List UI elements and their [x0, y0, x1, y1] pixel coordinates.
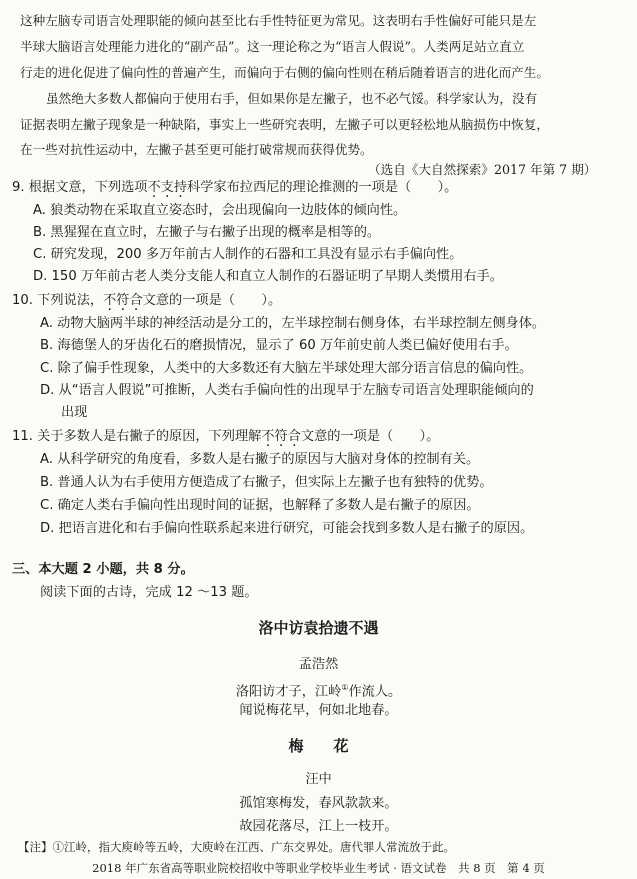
page-footer: 2018 年广东省高等职业院校招收中等职业学校毕业生考试 · 语文试卷 共 8 页 第 4 页	[92, 861, 545, 875]
question-9-stem	[12, 179, 457, 197]
poem-1-line-1	[0, 679, 637, 701]
emphasis-char: 合	[287, 429, 301, 444]
question-11-option-b: B. 普通人认为右手使用方便造成了右撇子，但实际上左撇子也有独特的优势。	[40, 475, 493, 490]
question-10-option-d-cont: 出现	[61, 405, 88, 420]
poem-2-author: 汪中	[305, 772, 332, 787]
passage-line: 在一些对抗性运动中，左撇子甚至更可能打破常规而获得优势。	[20, 142, 373, 157]
stem-text: 科学家布拉西尼的理论推测的一项是（ ）。	[187, 180, 458, 195]
question-11-option-d: D. 把语言进化和右手偏向性联系起来进行研究，可能会找到多数人是右撇子的原因。	[40, 521, 534, 536]
section-heading: 三、本大题 2 小题，共 8 分。	[12, 562, 194, 577]
poem-2-line-2: 故园花落尽，江上一枝开。	[239, 819, 398, 834]
emphasis-char: 符	[274, 429, 288, 444]
poem-2-title: 梅 花	[288, 737, 349, 755]
emphasis-char: 合	[129, 293, 143, 308]
poem-1-line-2: 闻说梅花早，何如北地春。	[239, 703, 398, 718]
footnote-marker: ①	[341, 683, 349, 692]
passage-line: 虽然绝大多数人都偏向于使用右手，但如果你是左撇子，也不必气馁。科学家认为，没有	[46, 91, 538, 106]
passage-line: 这种左脑专司语言处理职能的倾向甚至比右手性特征更为常见。这表明右手性偏好可能只是左	[20, 13, 537, 28]
footnote: 【注】①江岭，指大庾岭等五岭，大庾岭在江西、广东交界处。唐代罪人常流放于此。	[18, 840, 455, 854]
stem-text: 文意的一项是（ ）。	[142, 293, 282, 308]
passage-line: 半球大脑语言处理能力进化的“副产品”。这一理论称之为“语言人假说”。人类两足站立直立	[20, 39, 525, 54]
question-10-option-c: C. 除了偏手性现象，人类中的大多数还有大脑左半球处理大部分语言信息的偏向性。	[40, 361, 533, 376]
question-9-option-b: B. 黑猩猩在直立时，左撇子与右撇子出现的概率是相等的。	[33, 225, 381, 240]
stem-text: 10. 下列说法，	[12, 293, 104, 308]
question-11-stem	[12, 428, 439, 446]
stem-text: 文意的一项是（ ）。	[300, 429, 440, 444]
emphasis-char: 支	[160, 180, 174, 195]
emphasis-char: 不	[147, 180, 161, 195]
question-11-option-a: A. 从科学研究的角度看，多数人是右撇子的原因与大脑对身体的控制有关。	[40, 452, 480, 467]
poem-1-author: 孟浩然	[298, 657, 339, 672]
poem-2-line-1: 孤馆寒梅发，春风款款来。	[239, 796, 398, 811]
poem-text: 洛阳访才子，江岭	[235, 684, 342, 700]
poem-1-title: 洛中访袁拾遗不遇	[258, 619, 379, 637]
passage-source: （选自《大自然探索》2017 年第 7 期）	[368, 162, 597, 177]
stem-text: 9. 根据文意，下列选项	[12, 180, 148, 195]
question-9-option-a: A. 狼类动物在采取直立姿态时，会出现偏向一边肢体的倾向性。	[33, 203, 407, 218]
question-9-option-c: C. 研究发现，200 多万年前古人制作的石器和工具没有显示右手偏向性。	[33, 247, 463, 262]
question-10-option-a: A. 动物大脑两半球的神经活动是分工的，左半球控制右侧身体，右半球控制左侧身体。	[40, 316, 546, 331]
question-10-option-b: B. 海德堡人的牙齿化石的磨损情况，显示了 60 万年前史前人类已偏好使用右手。	[40, 338, 518, 353]
question-11-option-c: C. 确定人类右手偏向性出现时间的证据，也解释了多数人是右撇子的原因。	[40, 498, 480, 513]
section-instruction: 阅读下面的古诗，完成 12 ～13 题。	[40, 585, 258, 600]
poem-text: 作流人。	[348, 684, 402, 700]
emphasis-char: 符	[116, 293, 130, 308]
stem-text: 11. 关于多数人是右撇子的原因，下列理解	[12, 429, 262, 444]
emphasis-char: 持	[173, 180, 188, 195]
passage-line: 行走的进化促进了偏向性的普遍产生，而偏向于右侧的偏向性则在稍后随着语言的进化而产生。	[20, 65, 549, 80]
question-9-option-d: D. 150 万年前古老人类分支能人和直立人制作的石器证明了早期人类惯用右手。	[33, 269, 503, 284]
passage-line: 证据表明左撇子现象是一种缺陷，事实上一些研究表明，左撇子可以更轻松地从脑损伤中恢复，	[20, 117, 549, 132]
emphasis-char: 不	[103, 293, 117, 308]
question-10-stem	[12, 292, 281, 310]
emphasis-char: 不	[261, 429, 275, 444]
question-10-option-d: D. 从“语言人假说”可推断，人类右手偏向性的出现早于左脑专司语言处理职能倾向的	[40, 383, 534, 398]
